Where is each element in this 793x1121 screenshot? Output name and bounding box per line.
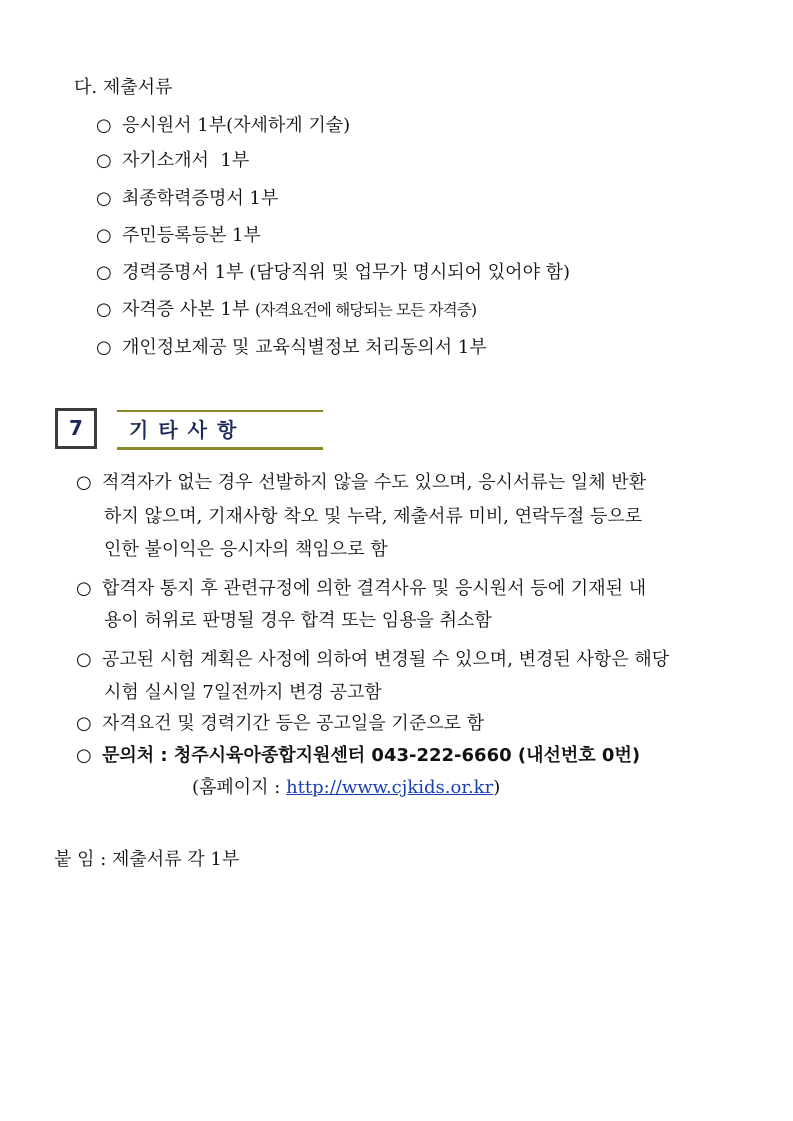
- note-item: [76, 745, 640, 767]
- circle-bullet-icon: ○: [96, 337, 112, 358]
- circle-bullet-icon: ○: [76, 713, 92, 734]
- list-item: [96, 262, 570, 284]
- note-item: [76, 649, 669, 671]
- subsection-heading: 다. 제출서류: [74, 77, 173, 98]
- list-item-text: 개인정보제공 및 교육식별정보 처리동의서 1부: [122, 337, 487, 358]
- list-item-text: 경력증명서 1부 (담당직위 및 업무가 명시되어 있어야 함): [122, 262, 571, 283]
- circle-bullet-icon: ○: [76, 745, 92, 766]
- attachment-note: 붙 임 : 제출서류 각 1부: [54, 849, 240, 870]
- homepage-prefix: (홈페이지 :: [192, 777, 287, 798]
- list-item-text: 주민등록등본 1부: [122, 225, 261, 246]
- section-number: 7: [55, 408, 97, 449]
- note-text: 합격자 통지 후 관련규정에 의한 결격사유 및 응시원서 등에 기재된 내: [102, 578, 647, 599]
- list-item: [96, 115, 350, 137]
- circle-bullet-icon: ○: [76, 472, 92, 493]
- circle-bullet-icon: ○: [96, 115, 112, 136]
- homepage-line: [192, 777, 500, 799]
- circle-bullet-icon: ○: [96, 299, 112, 320]
- list-item-note: (자격요건에 해당되는 모든 자격증): [254, 301, 477, 319]
- contact-text: 문의처 : 청주시육아종합지원센터 043-222-6660 (내선번호 0번): [102, 745, 641, 766]
- note-text-continued: 시험 실시일 7일전까지 변경 공고함: [104, 682, 382, 703]
- note-text: 적격자가 없는 경우 선발하지 않을 수도 있으며, 응시서류는 일체 반환: [102, 472, 647, 493]
- note-item: [76, 472, 646, 494]
- list-item: [96, 337, 487, 359]
- list-item: [96, 299, 476, 321]
- circle-bullet-icon: ○: [76, 649, 92, 670]
- homepage-link[interactable]: http://www.cjkids.or.kr: [286, 777, 494, 798]
- list-item: [96, 225, 261, 247]
- note-text: 공고된 시험 계획은 사정에 의하여 변경될 수 있으며, 변경된 사항은 해당: [102, 649, 670, 670]
- circle-bullet-icon: ○: [76, 578, 92, 599]
- circle-bullet-icon: ○: [96, 150, 112, 171]
- note-text-continued: 인한 불이익은 응시자의 책임으로 함: [104, 539, 388, 560]
- homepage-suffix: ): [493, 777, 501, 798]
- circle-bullet-icon: ○: [96, 188, 112, 209]
- list-item: [96, 150, 249, 172]
- circle-bullet-icon: ○: [96, 225, 112, 246]
- list-item: [96, 188, 278, 210]
- note-text: 자격요건 및 경력기간 등은 공고일을 기준으로 함: [102, 713, 485, 734]
- note-item: [76, 713, 484, 735]
- list-item-text: 자기소개서 1부: [122, 150, 250, 171]
- note-text-continued: 하지 않으며, 기재사항 착오 및 누락, 제출서류 미비, 연락두절 등으로: [104, 506, 643, 527]
- list-item-text: 자격증 사본 1부: [122, 299, 255, 320]
- note-item: [76, 578, 646, 600]
- section-title: 기타사항: [117, 410, 323, 450]
- list-item-text: 최종학력증명서 1부: [122, 188, 279, 209]
- circle-bullet-icon: ○: [96, 262, 112, 283]
- list-item-text: 응시원서 1부(자세하게 기술): [122, 115, 351, 136]
- note-text-continued: 용이 허위로 판명될 경우 합격 또는 임용을 취소함: [104, 610, 492, 631]
